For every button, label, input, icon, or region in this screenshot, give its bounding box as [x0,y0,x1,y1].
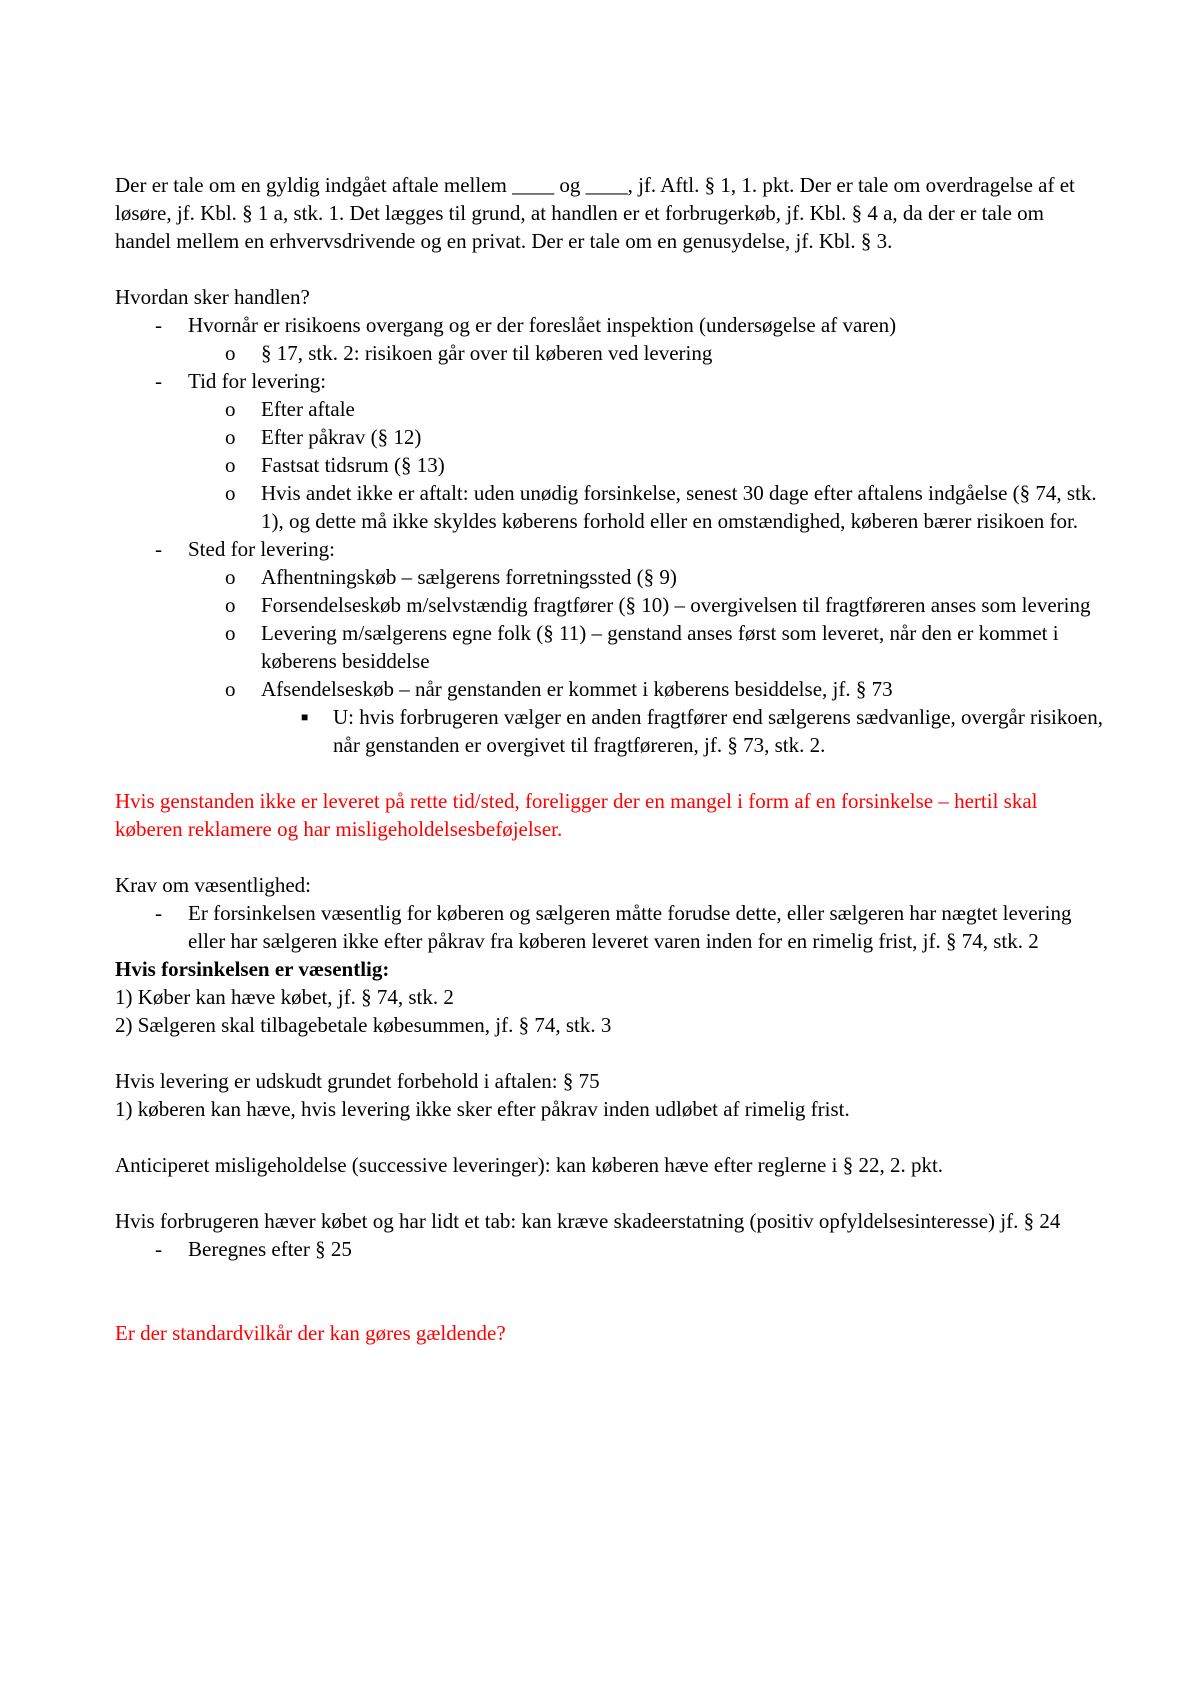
numbered-line: 1) Køber kan hæve købet, jf. § 74, stk. 2 [115,985,454,1009]
sub-item-tid: o Efter påkrav (§ 12) [225,425,422,449]
sub-item-sted: o Afsendelseskøb – når genstanden er kommet i køberens besiddelse, jf. § 73 [225,677,893,701]
circle-bullet: o [225,565,236,589]
dash-bullet: - [155,313,162,337]
spacer [115,255,1105,283]
list-item-erstatning: - Beregnes efter § 25 [155,1237,352,1261]
circle-bullet: o [225,593,236,617]
erstatning-list [115,1235,1105,1263]
list-item-sted: - Sted for levering: [155,537,335,561]
circle-bullet: o [225,677,236,701]
spacer [115,1179,1105,1207]
list-item-tid: - Tid for levering: [155,369,327,393]
spacer [115,1039,1105,1067]
sub-item-tid: o Fastsat tidsrum (§ 13) [225,453,445,477]
handel-heading: Hvordan sker handlen? [115,285,310,309]
krav-list [115,899,1105,955]
intro-paragraph: Der er tale om en gyldig indgået aftale mellem ____ og ____, jf. Aftl. § 1, 1. pkt. Der er tale om overdragelse af et løsøre, jf. Kbl. § 1 a, stk. 1. Det lægges til grund, at handlen er et forbrugerkøb, jf. Kbl. § 4 a, da der er tale om handel mellem en erhvervsdrivende og en privat. Der er tale om en genusydelse, jf. Kbl. § 3. [115,173,1075,253]
sub-sub-item-sted: ■ U: hvis forbrugeren vælger en anden fragtfører end sælgerens sædvanlige, overgår risikoen, når genstanden er overgivet til fragtføreren, jf. § 73, stk. 2. [301,705,1103,757]
square-bullet: ■ [301,710,309,724]
forbehold-line: Hvis levering er udskudt grundet forbehold i aftalen: § 75 [115,1069,600,1093]
spacer [115,1123,1105,1151]
handel-list [115,311,1105,759]
numbered-line: 1) køberen kan hæve, hvis levering ikke sker efter påkrav inden udløbet af rimelig frist. [115,1097,850,1121]
circle-bullet: o [225,425,236,449]
circle-bullet: o [225,481,236,505]
list-item-krav: - Er forsinkelsen væsentlig for køberen og sælgeren måtte forudse dette, eller sælgeren har nægtet levering eller har sælgeren ikke efter påkrav fra køberen leveret varen inden for en rimelig frist, jf. § 74, stk. 2 [155,901,1072,953]
red-note: Hvis genstanden ikke er leveret på rette tid/sted, foreligger der en mangel i form af en forsinkelse – hertil skal køberen reklamere og har misligeholdelsesbeføjelser. [115,789,1038,841]
dash-bullet: - [155,1237,162,1261]
erstatning-paragraph: Hvis forbrugeren hæver købet og har lidt et tab: kan kræve skadeerstatning (positiv opfyldelsesinteresse) jf. § 24 [115,1209,1061,1233]
spacer [115,843,1105,871]
numbered-line: 2) Sælgeren skal tilbagebetale købesummen, jf. § 74, stk. 3 [115,1013,612,1037]
circle-bullet: o [225,453,236,477]
sub-item-risk: o § 17, stk. 2: risikoen går over til køberen ved levering [225,341,713,365]
circle-bullet: o [225,397,236,421]
sub-item-sted: o Forsendelseskøb m/selvstændig fragtfører (§ 10) – overgivelsen til fragtføreren anses som levering [225,593,1091,617]
krav-heading: Krav om væsentlighed: [115,873,311,897]
sub-item-tid: o Efter aftale [225,397,355,421]
spacer [115,1263,1105,1319]
document-body [115,171,1105,1347]
anticiperet-line: Anticiperet misligeholdelse (successive leveringer): kan køberen hæve efter reglerne i § 22, 2. pkt. [115,1153,944,1177]
sub-item-tid: o Hvis andet ikke er aftalt: uden unødig forsinkelse, senest 30 dage efter aftalens indgåelse (§ 74, stk. 1), og dette må ikke skyldes køberens forhold eller en omstændighed, køberen bærer risikoen for. [225,481,1097,533]
bold-heading: Hvis forsinkelsen er væsentlig: [115,957,390,981]
circle-bullet: o [225,341,236,365]
circle-bullet: o [225,621,236,645]
sub-item-sted: o Afhentningskøb – sælgerens forretningssted (§ 9) [225,565,677,589]
list-item-risk: - Hvornår er risikoens overgang og er der foreslået inspektion (undersøgelse af varen) [155,313,897,337]
dash-bullet: - [155,901,162,925]
sub-item-sted: o Levering m/sælgerens egne folk (§ 11) – genstand anses først som leveret, når den er kommet i køberens besiddelse [225,621,1059,673]
red-question: Er der standardvilkår der kan gøres gældende? [115,1321,506,1345]
dash-bullet: - [155,369,162,393]
dash-bullet: - [155,537,162,561]
spacer [115,759,1105,787]
